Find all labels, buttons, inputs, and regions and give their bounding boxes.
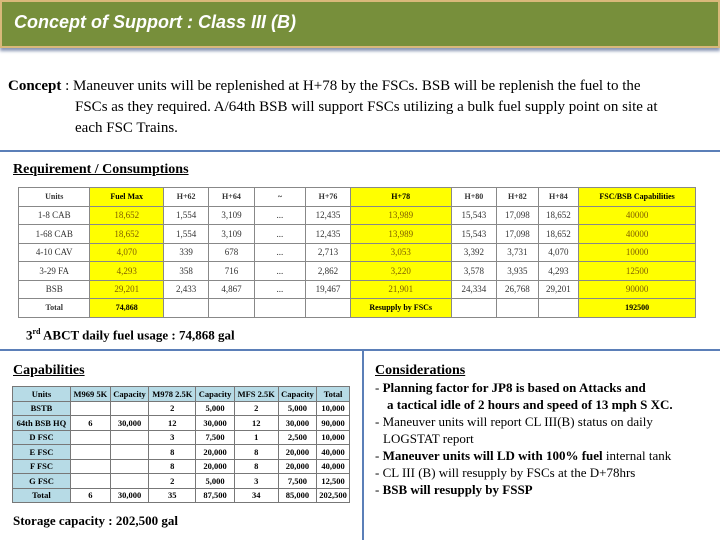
- table-cell: 13,989: [350, 225, 451, 244]
- table-row: [13, 474, 350, 489]
- table-cell: 1: [234, 430, 278, 445]
- table-cell: 29,201: [90, 280, 164, 299]
- table-cell: 1,554: [164, 206, 209, 225]
- table-cell: 20,000: [278, 459, 316, 474]
- table-cell: 12: [234, 416, 278, 431]
- concept-line: each FSC Trains.: [75, 120, 178, 136]
- table-cell: G FSC: [13, 474, 71, 489]
- table-row: [19, 299, 696, 318]
- table-cell: 3,392: [451, 243, 496, 262]
- table-cell: 2: [149, 401, 196, 416]
- table-cell: Units: [13, 387, 71, 402]
- table-cell: 3: [234, 474, 278, 489]
- table-cell: 339: [164, 243, 209, 262]
- table-cell: [110, 474, 148, 489]
- concept-label: Concept: [8, 78, 62, 94]
- table-cell: 3,109: [209, 225, 254, 244]
- table-cell: 29,201: [538, 280, 579, 299]
- table-cell: 3,053: [350, 243, 451, 262]
- table-cell: 18,652: [90, 206, 164, 225]
- table-cell: 13,989: [350, 206, 451, 225]
- table-row: [19, 280, 696, 299]
- table-cell: 3-29 FA: [19, 262, 90, 281]
- table-cell: BSTB: [13, 401, 71, 416]
- table-cell: ...: [254, 225, 306, 244]
- table-cell: 2: [149, 474, 196, 489]
- table-cell: [110, 401, 148, 416]
- table-cell: 34: [234, 488, 278, 503]
- table-cell: 202,500: [317, 488, 350, 503]
- table-cell: BSB: [19, 280, 90, 299]
- table-cell: 26,768: [497, 280, 539, 299]
- table-cell: [70, 430, 110, 445]
- table-cell: 40000: [579, 225, 696, 244]
- table-cell: 21,901: [350, 280, 451, 299]
- table-cell: FSC/BSB Capabilities: [579, 188, 696, 207]
- table-cell: 2,500: [278, 430, 316, 445]
- table-row: [13, 387, 350, 402]
- table-cell: M969 5K: [70, 387, 110, 402]
- table-cell: 20,000: [196, 459, 234, 474]
- table-cell: 4,867: [209, 280, 254, 299]
- table-row: [13, 416, 350, 431]
- table-cell: [110, 445, 148, 460]
- table-cell: 35: [149, 488, 196, 503]
- table-cell: [209, 299, 254, 318]
- usage-note: 3rd ABCT daily fuel usage : 74,868 gal: [26, 327, 235, 343]
- table-cell: 2,433: [164, 280, 209, 299]
- table-cell: 12500: [579, 262, 696, 281]
- table-cell: ...: [254, 243, 306, 262]
- table-cell: E FSC: [13, 445, 71, 460]
- table-cell: 10000: [579, 243, 696, 262]
- table-cell: 40,000: [317, 445, 350, 460]
- table-row: [13, 459, 350, 474]
- table-cell: 8: [234, 445, 278, 460]
- table-cell: 8: [149, 459, 196, 474]
- table-cell: H+84: [538, 188, 579, 207]
- table-cell: 24,334: [451, 280, 496, 299]
- table-cell: F FSC: [13, 459, 71, 474]
- page-title: Concept of Support : Class III (B): [14, 12, 296, 32]
- requirement-table: [18, 187, 696, 318]
- table-cell: MFS 2.5K: [234, 387, 278, 402]
- table-cell: 30,000: [110, 488, 148, 503]
- table-cell: 4,293: [90, 262, 164, 281]
- table-cell: [538, 299, 579, 318]
- table-row: [19, 225, 696, 244]
- table-cell: 192500: [579, 299, 696, 318]
- table-cell: 30,000: [278, 416, 316, 431]
- table-cell: ...: [254, 262, 306, 281]
- table-cell: 3: [149, 430, 196, 445]
- table-cell: H+82: [497, 188, 539, 207]
- table-cell: 2: [234, 401, 278, 416]
- table-cell: Total: [19, 299, 90, 318]
- table-row: [13, 430, 350, 445]
- considerations: Considerations - Planning factor for JP8 is based on Attacks and a tactical idle of 2 hours and speed of 13 mph S XC. - Maneuver units will report CL III(B) status on daily LOGSTAT report - Maneuver units will LD with 100% fuel internal tank - CL III (B) will resupply by FSCs at the D+78hrs - BSB will resupply by FSSP: [375, 362, 720, 498]
- table-cell: 3,935: [497, 262, 539, 281]
- capabilities-table: [12, 386, 350, 503]
- table-row: [19, 243, 696, 262]
- table-cell: Total: [317, 387, 350, 402]
- divider: [0, 150, 720, 152]
- table-cell: 3,109: [209, 206, 254, 225]
- concept-line: : Maneuver units will be replenished at H+78 by the FSCs. BSB will be replenish the fuel to the: [61, 78, 641, 94]
- table-cell: 5,000: [278, 401, 316, 416]
- divider: [362, 349, 364, 540]
- table-cell: 358: [164, 262, 209, 281]
- table-cell: 5,000: [196, 401, 234, 416]
- table-cell: [451, 299, 496, 318]
- table-cell: 64th BSB HQ: [13, 416, 71, 431]
- table-cell: Total: [13, 488, 71, 503]
- table-cell: 3,578: [451, 262, 496, 281]
- table-cell: Capacity: [196, 387, 234, 402]
- table-cell: 4,070: [538, 243, 579, 262]
- table-cell: [110, 459, 148, 474]
- table-cell: 7,500: [196, 430, 234, 445]
- table-row: [19, 188, 696, 207]
- table-cell: 87,500: [196, 488, 234, 503]
- table-cell: 74,868: [90, 299, 164, 318]
- table-cell: [497, 299, 539, 318]
- table-cell: M978 2.5K: [149, 387, 196, 402]
- table-cell: 40,000: [317, 459, 350, 474]
- table-cell: 12,500: [317, 474, 350, 489]
- requirement-heading: Requirement / Consumptions: [13, 162, 189, 177]
- table-cell: 3,220: [350, 262, 451, 281]
- table-cell: 12,435: [306, 225, 350, 244]
- table-cell: 20,000: [196, 445, 234, 460]
- table-cell: 8: [149, 445, 196, 460]
- table-cell: 40000: [579, 206, 696, 225]
- table-cell: 6: [70, 488, 110, 503]
- table-cell: 678: [209, 243, 254, 262]
- table-cell: 18,652: [538, 206, 579, 225]
- table-cell: [164, 299, 209, 318]
- title-bar: [0, 0, 720, 48]
- table-cell: D FSC: [13, 430, 71, 445]
- table-cell: H+62: [164, 188, 209, 207]
- table-cell: 1-8 CAB: [19, 206, 90, 225]
- table-cell: [110, 430, 148, 445]
- table-cell: [70, 445, 110, 460]
- table-cell: 10,000: [317, 401, 350, 416]
- table-cell: 7,500: [278, 474, 316, 489]
- table-cell: [70, 401, 110, 416]
- concept-line: FSCs as they required. A/64th BSB will support FSCs utilizing a bulk fuel supply point on site at: [75, 99, 658, 115]
- table-cell: 30,000: [110, 416, 148, 431]
- table-cell: 4,070: [90, 243, 164, 262]
- table-cell: 15,543: [451, 225, 496, 244]
- table-cell: 19,467: [306, 280, 350, 299]
- table-cell: 8: [234, 459, 278, 474]
- table-cell: 85,000: [278, 488, 316, 503]
- table-cell: [70, 474, 110, 489]
- table-cell: [70, 459, 110, 474]
- table-cell: 17,098: [497, 206, 539, 225]
- table-cell: 716: [209, 262, 254, 281]
- table-cell: ~: [254, 188, 306, 207]
- table-row: [19, 206, 696, 225]
- table-cell: Capacity: [278, 387, 316, 402]
- table-cell: 90000: [579, 280, 696, 299]
- table-cell: [254, 299, 306, 318]
- table-cell: 10,000: [317, 430, 350, 445]
- table-cell: 12,435: [306, 206, 350, 225]
- table-cell: H+64: [209, 188, 254, 207]
- table-cell: 1,554: [164, 225, 209, 244]
- table-cell: H+80: [451, 188, 496, 207]
- table-cell: [306, 299, 350, 318]
- capabilities-heading: Capabilities: [13, 363, 85, 378]
- table-cell: 15,543: [451, 206, 496, 225]
- table-cell: H+78: [350, 188, 451, 207]
- table-cell: 2,862: [306, 262, 350, 281]
- divider: [0, 349, 720, 351]
- table-cell: ...: [254, 280, 306, 299]
- table-cell: 1-68 CAB: [19, 225, 90, 244]
- table-cell: 18,652: [538, 225, 579, 244]
- table-cell: Fuel Max: [90, 188, 164, 207]
- table-cell: 90,000: [317, 416, 350, 431]
- table-cell: Resupply by FSCs: [350, 299, 451, 318]
- table-cell: 18,652: [90, 225, 164, 244]
- table-row: [13, 488, 350, 503]
- table-cell: 20,000: [278, 445, 316, 460]
- table-cell: H+76: [306, 188, 350, 207]
- concept-paragraph: [8, 76, 708, 139]
- table-cell: 5,000: [196, 474, 234, 489]
- storage-note: Storage capacity : 202,500 gal: [13, 513, 179, 528]
- table-cell: 17,098: [497, 225, 539, 244]
- table-row: [13, 445, 350, 460]
- table-cell: Units: [19, 188, 90, 207]
- table-cell: 3,731: [497, 243, 539, 262]
- table-cell: 6: [70, 416, 110, 431]
- table-row: [19, 262, 696, 281]
- considerations-heading: Considerations: [375, 363, 466, 378]
- table-cell: 2,713: [306, 243, 350, 262]
- table-cell: Capacity: [110, 387, 148, 402]
- table-cell: 12: [149, 416, 196, 431]
- table-cell: 30,000: [196, 416, 234, 431]
- table-cell: 4-10 CAV: [19, 243, 90, 262]
- table-cell: 4,293: [538, 262, 579, 281]
- table-row: [13, 401, 350, 416]
- table-cell: ...: [254, 206, 306, 225]
